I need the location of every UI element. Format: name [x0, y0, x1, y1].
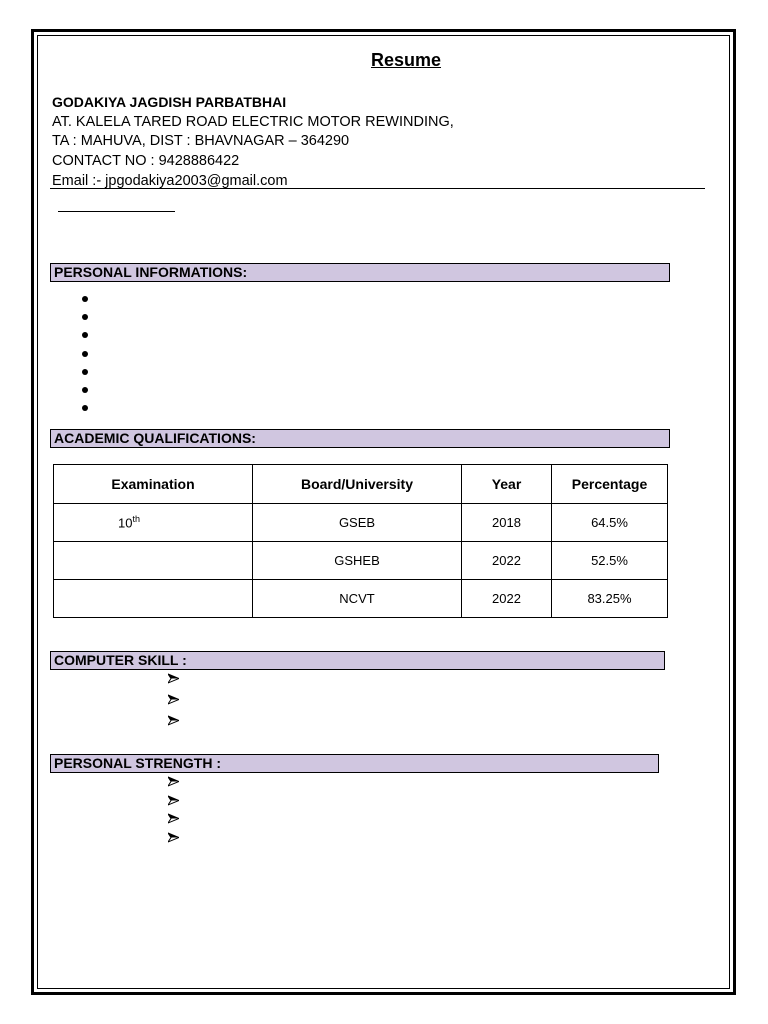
academic-table	[53, 464, 668, 618]
table-row	[54, 580, 668, 618]
header-percentage: Percentage	[552, 465, 668, 504]
header-divider	[50, 188, 705, 189]
address-line-1: AT. KALELA TARED ROAD ELECTRIC MOTOR REWINDING,	[52, 113, 454, 130]
table-header-row	[54, 465, 668, 504]
document-title: Resume	[370, 50, 442, 70]
cell-percentage: 52.5%	[552, 542, 668, 580]
cell-year: 2022	[462, 580, 552, 618]
cell-board: GSHEB	[253, 542, 462, 580]
section-personal-strength: PERSONAL STRENGTH :	[50, 754, 659, 773]
header-year: Year	[462, 465, 552, 504]
cell-percentage: 83.25%	[552, 580, 668, 618]
arrow-bullet-icon	[168, 715, 179, 726]
arrow-bullet-icon	[168, 673, 179, 684]
cell-percentage: 64.5%	[552, 504, 668, 542]
table-row	[54, 542, 668, 580]
section-academic-qualifications: ACADEMIC QUALIFICATIONS:	[50, 429, 670, 448]
header-examination: Examination	[54, 465, 253, 504]
cell-board: GSEB	[253, 504, 462, 542]
arrow-bullet-icon	[168, 832, 179, 843]
cell-year: 2022	[462, 542, 552, 580]
cell-year: 2018	[462, 504, 552, 542]
table-row	[54, 504, 668, 542]
section-computer-skill: COMPUTER SKILL :	[50, 651, 665, 670]
contact-number: CONTACT NO : 9428886422	[52, 153, 240, 170]
contact-block	[52, 93, 454, 192]
cell-board: NCVT	[253, 580, 462, 618]
section-personal-informations: PERSONAL INFORMATIONS:	[50, 263, 670, 282]
header-board-university: Board/University	[253, 465, 462, 504]
arrow-bullet-icon	[168, 776, 179, 787]
cell-examination: 10th	[54, 504, 253, 542]
short-divider	[58, 211, 175, 212]
address-line-2: TA : MAHUVA, DIST : BHAVNAGAR – 364290	[52, 133, 350, 150]
arrow-bullet-icon	[168, 795, 179, 806]
applicant-name: GODAKIYA JAGDISH PARBATBHAI	[52, 94, 287, 110]
cell-examination	[54, 580, 253, 618]
email-address: Email :- jpgodakiya2003@gmail.com	[52, 172, 288, 189]
arrow-bullet-icon	[168, 813, 179, 824]
cell-examination	[54, 542, 253, 580]
arrow-bullet-icon	[168, 694, 179, 705]
